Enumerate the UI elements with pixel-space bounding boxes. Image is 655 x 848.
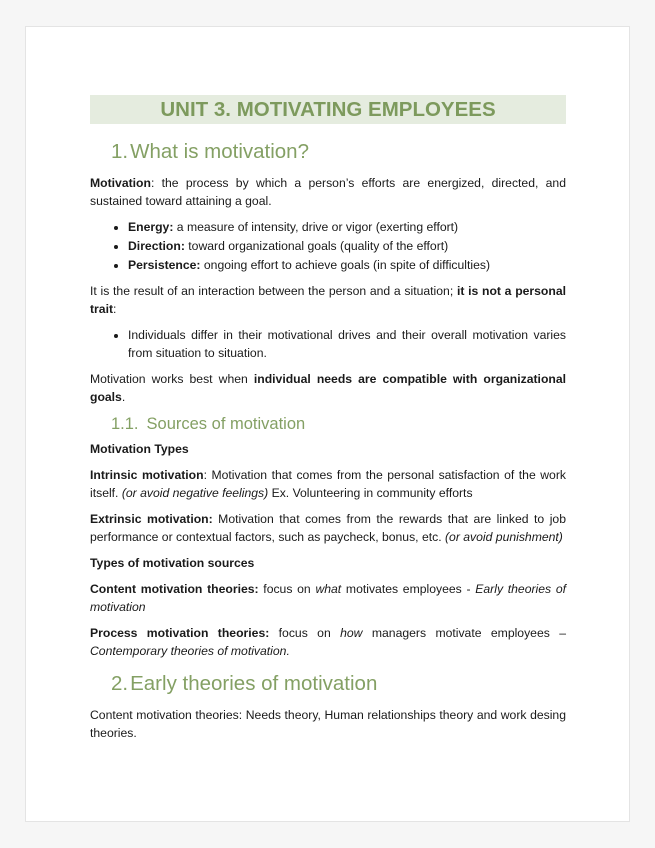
document-page [25,26,630,822]
content-text-2: motivates employees - [341,582,476,596]
extrinsic-italic: (or avoid punishment) [444,530,563,544]
works-end: . [121,390,126,404]
extrinsic-term: Extrinsic motivation: [90,512,213,526]
interaction-bold: it is not a personal trait [90,284,566,316]
sources-heading [90,554,566,572]
intrinsic-text: : Motivation that comes from the personal satisfaction of the work itself. [90,468,566,500]
section-1-1-heading [111,414,566,434]
process-text-2: managers motivate employees – [362,626,566,640]
extrinsic-paragraph [90,510,566,546]
interaction-text: It is the result of an interaction between the person and a situation; [90,284,457,298]
section-1-1-number: 1.1. [111,415,139,433]
intrinsic-italic: (or avoid negative feelings) [121,486,269,500]
extrinsic-text: Motivation that comes from the rewards that are linked to job performance or contextual factors, such as paycheck, bonus, etc. [90,512,566,544]
section-1-title: What is motivation? [130,140,309,163]
intrinsic-paragraph [90,466,566,502]
bullet-term: Direction: [128,239,185,253]
unit-title: UNIT 3. MOTIVATING EMPLOYEES [90,95,566,124]
section-2-heading [111,672,566,696]
process-term: Process motivation theories: [90,626,270,640]
process-theories-paragraph [90,624,566,660]
process-italic-2: Contemporary theories of motivation. [90,644,290,658]
motivation-definition [90,174,566,210]
process-italic-1: how [340,626,363,640]
works-bold: individual needs are compatible with organizational goals [90,372,566,404]
content-italic-1: what [315,582,342,596]
works-best-paragraph [90,370,566,406]
bullet-term: Energy: [128,220,174,234]
bullet-text: toward organizational goals (quality of the effort) [184,239,449,253]
list-item: • Individuals differ in their motivational drives and their overall motivation varies from situation to situation. [128,326,566,362]
document-content [90,95,566,750]
content-text-1: focus on [258,582,316,596]
content-italic-2: Early theories of motivation [90,582,567,614]
content-theories-paragraph [90,580,566,616]
motivation-types-heading [90,440,566,458]
individual-differences-list [90,326,566,362]
early-theories-paragraph: Content motivation theories: Needs theory, Human relationships theory and work desing theories. [90,708,566,740]
types-heading-text: Motivation Types [90,442,189,456]
sources-heading-text: Types of motivation sources [90,556,255,570]
works-text: Motivation works best when [90,372,254,386]
section-1-number: 1. [111,140,129,163]
interaction-end: : [113,302,117,316]
bullet-text: a measure of intensity, drive or vigor (exerting effort) [173,220,459,234]
list-item [128,237,566,255]
bullet-text: ongoing effort to achieve goals (in spite of difficulties) [200,258,491,272]
definition-term: Motivation [90,176,151,190]
list-item [128,256,566,274]
section-2-number: 2. [111,672,129,695]
intrinsic-end: Ex. Volunteering in community efforts [268,486,473,500]
section-2-title: Early theories of motivation [130,672,378,695]
bullet-term: Persistence: [128,258,201,272]
motivation-elements-list [90,218,566,274]
content-term: Content motivation theories: [90,582,259,596]
intrinsic-term: Intrinsic motivation [90,468,204,482]
process-text-1: focus on [269,626,341,640]
definition-text: : the process by which a person’s efforts are energized, directed, and sustained toward attaining a goal. [90,176,566,208]
section-1-heading [111,140,566,164]
section-1-1-title: Sources of motivation [146,415,306,433]
interaction-paragraph [90,282,566,318]
list-item [128,218,566,236]
